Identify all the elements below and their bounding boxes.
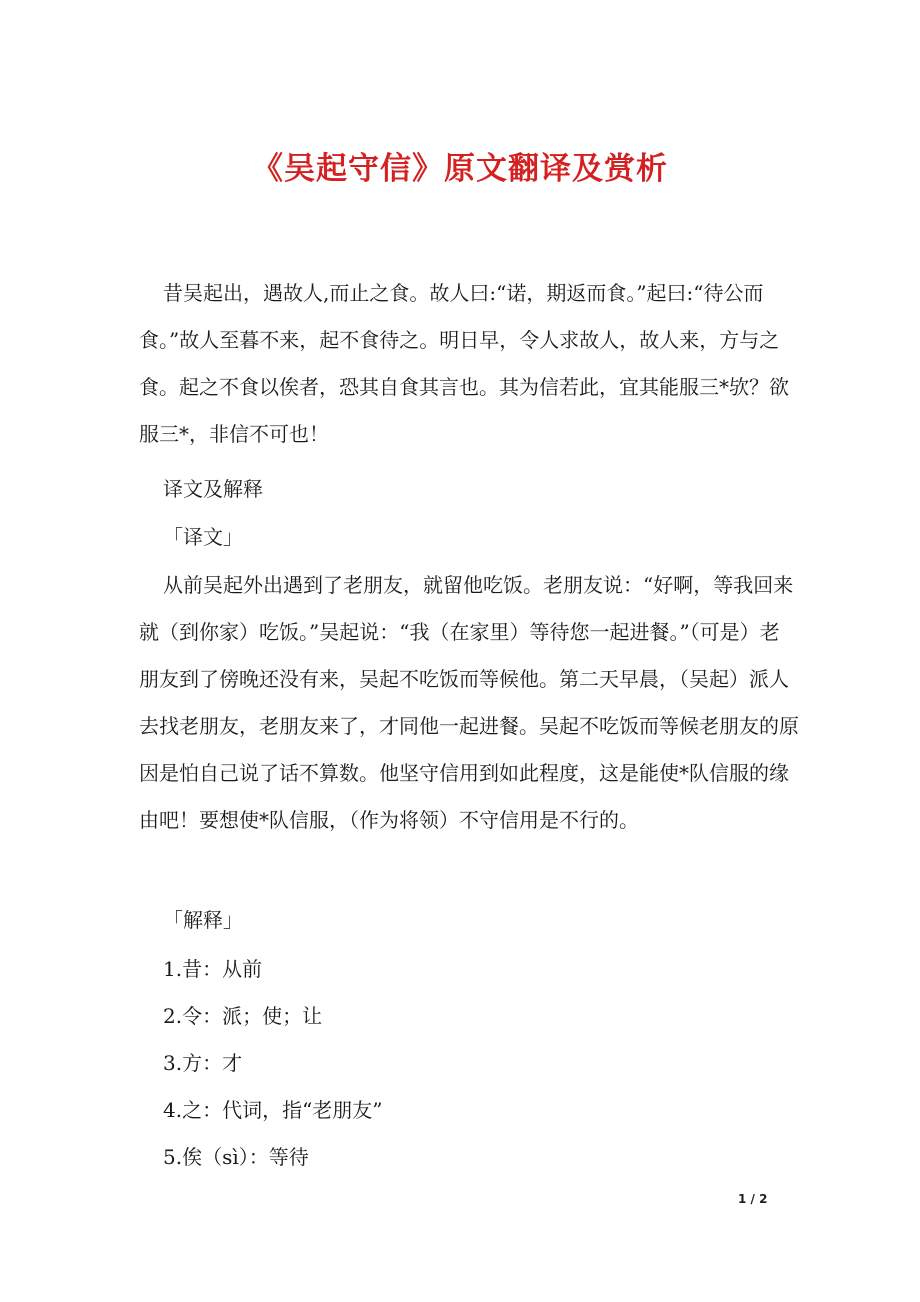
translation-heading-block bbox=[139, 514, 799, 561]
section-heading: 译文及解释 bbox=[163, 477, 263, 501]
note-item: 4.之：代词，指“老朋友” bbox=[163, 1098, 383, 1122]
original-text-block bbox=[139, 270, 799, 458]
notes-heading: 「解释」 bbox=[163, 908, 243, 932]
original-text-paragraph: 昔吴起出，遇故人,而止之食。故人曰:“诺，期返而食。”起曰:“待公而食。”故人至暮不来，起不食待之。明日早，令人求故人，故人来，方与之食。起之不食以俟者，恐其自食其言也。其为信若此，宜其能服三*欤？欲服三*，非信不可也！ bbox=[139, 281, 789, 446]
note-item: 1.昔：从前 bbox=[163, 957, 263, 981]
note-item: 5.俟（sì）：等待 bbox=[163, 1145, 309, 1169]
page-number: 1 / 2 bbox=[738, 1192, 768, 1206]
note-item: 2.令：派；使；让 bbox=[163, 1004, 323, 1028]
section-heading-block bbox=[139, 466, 799, 513]
notes-heading-block bbox=[139, 897, 799, 944]
note-item: 3.方：才 bbox=[163, 1051, 243, 1075]
translation-heading: 「译文」 bbox=[163, 525, 243, 549]
translation-text-block bbox=[139, 562, 799, 844]
document-title: 《吴起守信》原文翻译及赏析 bbox=[252, 151, 668, 187]
notes-list bbox=[139, 946, 799, 1181]
translation-paragraph: 从前吴起外出遇到了老朋友，就留他吃饭。老朋友说：“好啊，等我回来就（到你家）吃饭。”吴起说：“我（在家里）等待您一起进餐。”（可是）老朋友到了傍晚还没有来，吴起不吃饭而等候他。第二天早晨，（吴起）派人去找老朋友，老朋友来了，才同他一起进餐。吴起不吃饭而等候老朋友的原因是怕自己说了话不算数。他坚守信用到如此程度，这是能使*队信服的缘由吧！要想使*队信服，（作为将领）不守信用是不行的。 bbox=[139, 573, 799, 832]
